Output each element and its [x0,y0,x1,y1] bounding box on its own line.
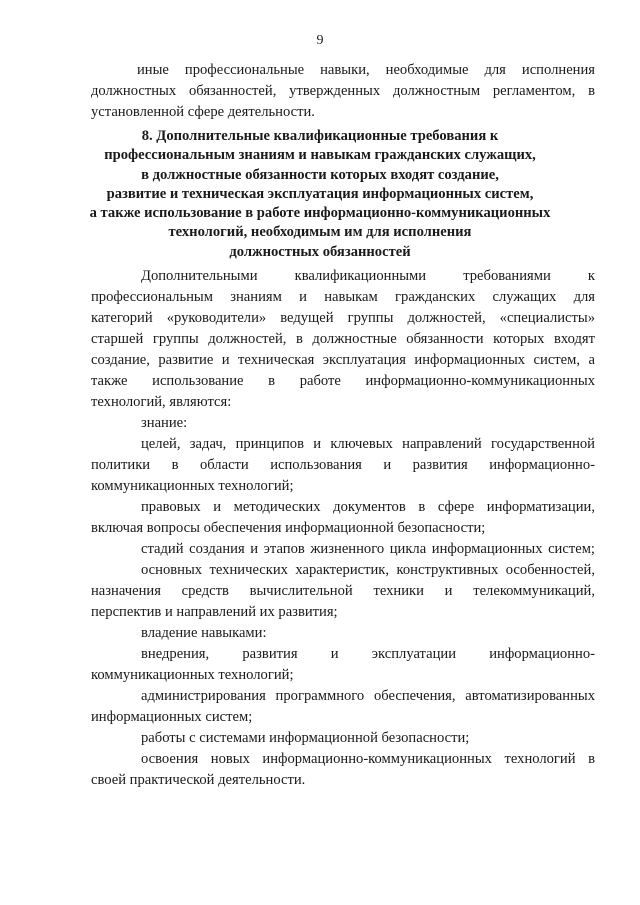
text-line: включая вопросы обеспечения информационной безопасности; [91,520,486,536]
text-line: назначения средств вычислительной техники и телекоммуникаций, [91,583,595,599]
text-line: иные профессиональные навыки, необходимые для исполнения [137,62,595,78]
text-line: коммуникационных технологий; [91,667,294,683]
section-heading [0,127,640,262]
list-heading: владение навыками: [141,625,267,641]
list-item: целей, задач, принципов и ключевых направлений государственной [141,436,595,452]
text-line: профессиональным знаниям и навыкам гражданских служащих для [91,289,595,305]
list-item: стадий создания и этапов жизненного цикла информационных систем; [141,541,595,557]
text-line: старшей группы должностей, в должностные обязанности которых входят [91,331,595,347]
list-item: основных технических характеристик, конструктивных особенностей, [141,562,595,578]
list-item: внедрения, развития и эксплуатации информационно- [141,646,595,662]
requirements-paragraph [91,266,595,791]
text-line: коммуникационных технологий; [91,478,294,494]
heading-line: развитие и техническая эксплуатация информационных систем, [106,185,534,202]
text-line: установленной сфере деятельности. [91,104,315,120]
heading-line: а также использование в работе информационно-коммуникационных [89,205,551,222]
text-line: Дополнительными квалификационными требованиями к [141,268,595,284]
text-line: должностных обязанностей, утвержденных должностным регламентом, в [91,83,595,99]
text-line: перспектив и направлений их развития; [91,604,338,620]
text-line: информационных систем; [91,709,253,725]
list-item: администрирования программного обеспечения, автоматизированных [141,688,595,704]
heading-line: технологий, необходимым им для исполнения [168,224,472,241]
list-item: освоения новых информационно-коммуникационных технологий в [141,751,595,767]
text-line: также использование в работе информационно-коммуникационных [91,373,595,389]
list-item: работы с системами информационной безопасности; [141,730,470,746]
text-line: политики в области использования и развития информационно- [91,457,595,473]
page-number: 9 [316,33,324,48]
list-heading: знание: [141,415,188,431]
text-line: своей практической деятельности. [91,772,306,788]
text-line: категорий «руководители» ведущей группы должностей, «специалисты» [91,310,595,326]
intro-paragraph [91,60,595,123]
heading-line: профессиональным знаниям и навыкам гражданских служащих, [104,147,536,164]
text-line: создание, развитие и техническая эксплуатация информационных систем, а [91,352,595,368]
list-item: правовых и методических документов в сфере информатизации, [141,499,595,515]
heading-line: 8. Дополнительные квалификационные требования к [141,128,499,144]
text-line: технологий, являются: [91,394,232,410]
heading-line: в должностные обязанности которых входят создание, [141,166,499,183]
heading-line: должностных обязанностей [229,243,411,260]
